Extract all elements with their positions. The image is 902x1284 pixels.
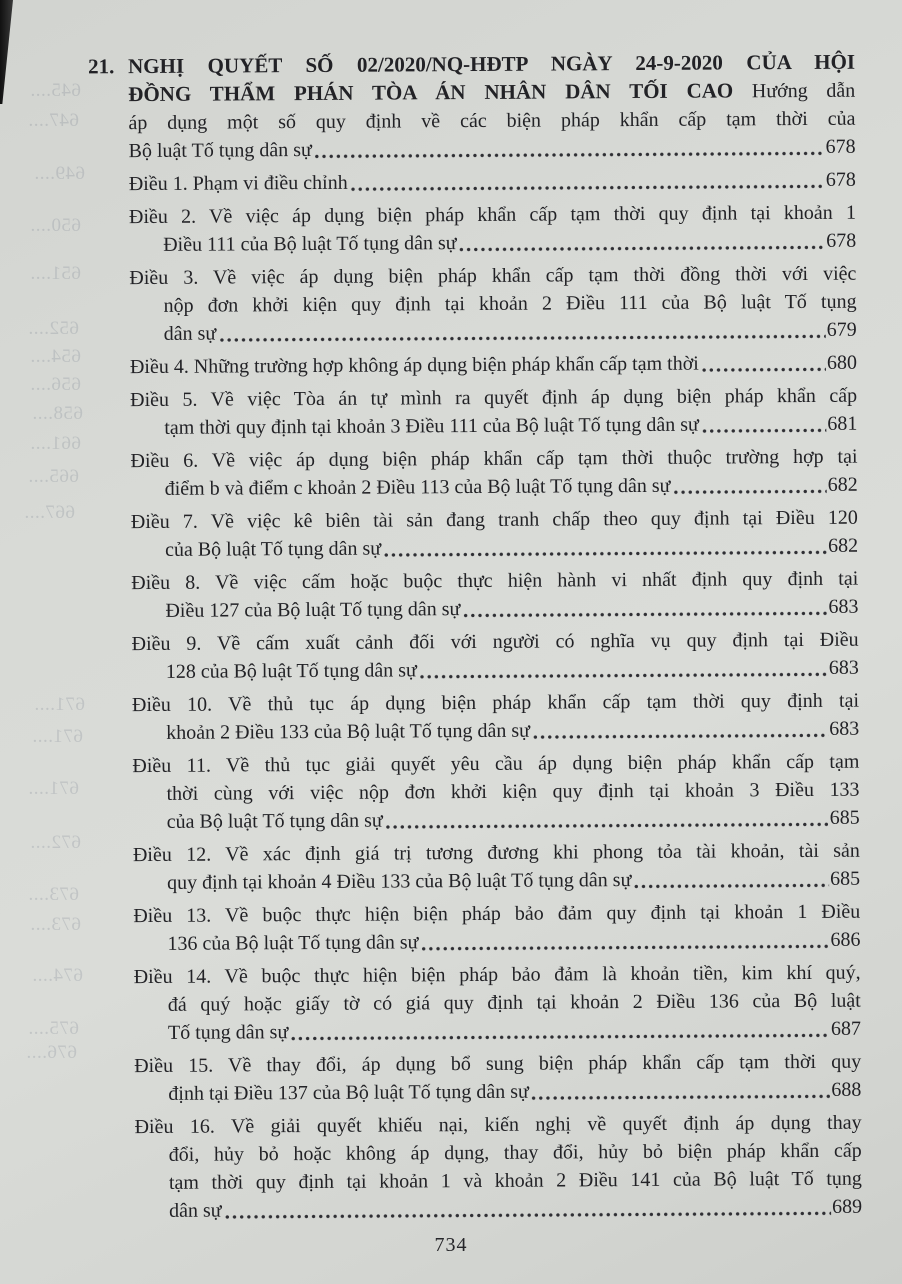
toc-entry-text: của Bộ luật Tố tụng dân sự bbox=[164, 537, 382, 561]
toc-entry-line: đổi, hủy bỏ hoặc không áp dụng, thay đổi, hủy bỏ biện pháp khẩn cấp bbox=[168, 1139, 862, 1166]
toc-entry bbox=[132, 748, 859, 836]
toc-entry-lastline bbox=[132, 654, 859, 686]
toc-entry-text: dân sự bbox=[169, 1199, 222, 1222]
bleedthrough-number: 647.... bbox=[28, 110, 79, 131]
dotted-leader bbox=[384, 550, 827, 558]
bleedthrough-number: 658.... bbox=[32, 403, 83, 424]
toc-page-number: 685 bbox=[830, 867, 861, 890]
toc-entry-text: khoản 2 Điều 133 của Bộ luật Tố tụng dân sự bbox=[166, 719, 530, 744]
toc-entry bbox=[132, 626, 859, 686]
dotted-leader bbox=[463, 611, 827, 618]
toc-entry-line: Điều 10. Về thủ tục áp dụng biện pháp khẩn cấp tạm thời quy định tại bbox=[131, 689, 860, 717]
toc-entry-line: nộp đơn khởi kiện quy định tại khoản 2 Điều 111 của Bộ luật Tố tụng bbox=[163, 290, 857, 317]
bleedthrough-number: 656.... bbox=[30, 374, 81, 395]
toc-entry-text: điểm b và điểm c khoản 2 Điều 113 của Bộ luật Tố tụng dân sự bbox=[164, 474, 671, 500]
bleedthrough-number: 673.... bbox=[28, 884, 79, 905]
toc-entry bbox=[130, 443, 857, 503]
toc-entry bbox=[129, 166, 856, 198]
toc-entry-lastline bbox=[129, 227, 856, 259]
toc-entry-lastline bbox=[133, 865, 860, 897]
bleedthrough-number: 671.... bbox=[34, 694, 85, 715]
toc-entry bbox=[132, 687, 859, 747]
toc-entry-lastline bbox=[133, 804, 860, 836]
toc-entry-lastline bbox=[130, 316, 857, 348]
toc-entry-lastline bbox=[132, 715, 859, 747]
toc-entry-lastline bbox=[130, 410, 857, 442]
toc-entry-line: Điều 9. Về cấm xuất cảnh đối với người có nghĩa vụ quy định tại Điều bbox=[131, 628, 859, 656]
bleedthrough-number: 649.... bbox=[34, 163, 85, 184]
toc-page-number: 681 bbox=[827, 412, 858, 435]
toc-entry-line: Điều 5. Về việc Tòa án tự mình ra quyết định áp dụng biện pháp khẩn cấp bbox=[130, 384, 858, 412]
dotted-leader bbox=[351, 184, 825, 192]
table-of-contents bbox=[88, 48, 862, 1226]
toc-entry-lastline bbox=[130, 349, 857, 381]
toc-page-number: 680 bbox=[826, 351, 857, 374]
dotted-leader bbox=[315, 151, 825, 159]
toc-entry-lastline bbox=[129, 166, 856, 198]
bleedthrough-number: 672.... bbox=[30, 832, 81, 853]
toc-entry-text: Tố tụng dân sự bbox=[167, 1021, 289, 1044]
toc-entry bbox=[133, 837, 860, 897]
toc-page-number: 679 bbox=[826, 318, 857, 341]
toc-page-number: 687 bbox=[830, 1017, 862, 1040]
bleedthrough-number: 654.... bbox=[30, 346, 81, 367]
toc-entry-line: tạm thời quy định tại khoản 1 và khoản 2 Điều 141 của Bộ luật Tố tụng bbox=[168, 1167, 862, 1194]
bleedthrough-number: 661.... bbox=[30, 433, 81, 454]
dotted-leader bbox=[421, 944, 829, 951]
toc-heading-line bbox=[128, 76, 855, 109]
bleedthrough-number: 674.... bbox=[32, 965, 83, 986]
toc-entry bbox=[133, 898, 860, 958]
dotted-leader bbox=[634, 883, 829, 889]
bleedthrough-number: 676.... bbox=[26, 1042, 77, 1063]
toc-page-number: 678 bbox=[825, 168, 856, 191]
bleedthrough-number: 671.... bbox=[28, 778, 79, 799]
toc-entry-text: dân sự bbox=[163, 322, 217, 345]
bleedthrough-number: 673.... bbox=[30, 914, 81, 935]
toc-entry-text: Điều 127 của Bộ luật Tố tụng dân sự bbox=[165, 598, 461, 622]
toc-entry-line: Điều 7. Về việc kê biên tài sản đang tranh chấp theo quy định tại Điều 120 bbox=[130, 506, 858, 534]
bleedthrough-number: 650.... bbox=[30, 215, 81, 236]
toc-page-number: 678 bbox=[826, 229, 857, 252]
bleedthrough-number: 652.... bbox=[28, 318, 79, 339]
toc-entry-lastline bbox=[134, 1076, 861, 1108]
toc-heading-lastline bbox=[129, 133, 856, 165]
toc-entry bbox=[134, 959, 861, 1047]
toc-entry-line: Điều 12. Về xác định giá trị tương đương khi phong tỏa tài khoản, tài sản bbox=[132, 839, 860, 867]
toc-entry-text: Điều 111 của Bộ luật Tố tụng dân sự bbox=[163, 232, 457, 256]
toc-entry-line: Điều 6. Về việc áp dụng biện pháp khẩn cấp tạm thời thuộc trường hợp tại bbox=[130, 445, 858, 473]
toc-entry-line: Điều 2. Về việc áp dụng biện pháp khẩn cấp tạm thời quy định tại khoản 1 bbox=[128, 201, 857, 229]
toc-entry-lastline bbox=[131, 593, 858, 625]
toc-page-number: 683 bbox=[828, 595, 859, 618]
toc-entry-line: Điều 11. Về thủ tục giải quyết yêu cầu áp dụng biện pháp khẩn cấp tạm bbox=[132, 750, 860, 778]
bleedthrough-number: 667.... bbox=[24, 502, 75, 523]
toc-item-number: 21. bbox=[88, 54, 115, 79]
toc-entry bbox=[129, 260, 856, 348]
dotted-leader bbox=[460, 245, 826, 252]
toc-entry-text: 128 của Bộ luật Tố tụng dân sự bbox=[165, 659, 417, 683]
dotted-leader bbox=[702, 428, 827, 434]
toc-page-number: 682 bbox=[827, 473, 858, 496]
toc-entry-line: đá quý hoặc giấy tờ có giá quy định tại khoản 2 Điều 136 của Bộ luật bbox=[167, 989, 861, 1016]
dotted-leader bbox=[702, 367, 826, 373]
bleedthrough-number: 665.... bbox=[28, 466, 79, 487]
dotted-leader bbox=[420, 672, 828, 679]
toc-page-number: 685 bbox=[829, 806, 860, 829]
bleedthrough-number: 645.... bbox=[30, 80, 81, 101]
dotted-leader bbox=[225, 1211, 832, 1220]
toc-entry bbox=[129, 199, 856, 259]
dotted-leader bbox=[291, 1033, 830, 1041]
dotted-leader bbox=[386, 822, 829, 830]
toc-entry-line: Điều 3. Về việc áp dụng biện pháp khẩn cấp tạm thời đồng thời với việc bbox=[129, 262, 857, 290]
toc-entry-lastline bbox=[133, 926, 860, 958]
dotted-leader bbox=[673, 489, 826, 495]
toc-entry-text: định tại Điều 137 của Bộ luật Tố tụng dân sự bbox=[168, 1080, 529, 1105]
toc-entry-lastline bbox=[131, 532, 858, 564]
toc-page-number: 682 bbox=[827, 534, 859, 557]
toc-page-number: 678 bbox=[825, 135, 856, 158]
toc-heading-regular-text: Hướng dẫn bbox=[733, 79, 856, 103]
toc-entry bbox=[134, 1109, 862, 1225]
toc-page-number: 683 bbox=[828, 656, 859, 679]
bleedthrough-number: 651.... bbox=[30, 263, 81, 284]
toc-entry bbox=[131, 565, 858, 625]
scan-edge-shadow bbox=[0, 0, 13, 104]
toc-entry-line: Điều 14. Về buộc thực hiện biện pháp bảo đảm là khoản tiền, kim khí quý, bbox=[133, 961, 861, 989]
toc-entry-text: 136 của Bộ luật Tố tụng dân sự bbox=[167, 931, 419, 955]
toc-heading-line: áp dụng một số quy định về các biện pháp khẩn cấp tạm thời của bbox=[128, 107, 856, 135]
toc-entry-text: Điều 1. Phạm vi điều chỉnh bbox=[128, 171, 348, 196]
toc-section-heading bbox=[88, 48, 856, 166]
toc-entry-text: của Bộ luật Tố tụng dân sự bbox=[166, 809, 383, 833]
toc-entry-lastline bbox=[135, 1193, 862, 1225]
toc-entry-line: Điều 16. Về giải quyết khiếu nại, kiến nghị về quyết định áp dụng thay bbox=[134, 1111, 862, 1139]
toc-entry-line: Điều 15. Về thay đổi, áp dụng bổ sung biện pháp khẩn cấp tạm thời quy bbox=[134, 1050, 862, 1078]
toc-page-number: 689 bbox=[832, 1195, 863, 1218]
toc-heading-text: Bộ luật Tố tụng dân sự bbox=[128, 138, 312, 163]
toc-entry bbox=[130, 349, 857, 381]
toc-entry-text: Điều 4. Những trường hợp không áp dụng biện pháp khẩn cấp tạm thời bbox=[129, 352, 699, 379]
toc-entry-line: Điều 13. Về buộc thực hiện biện pháp bảo đảm quy định tại khoản 1 Điều bbox=[133, 900, 861, 928]
bleedthrough-number: 671.... bbox=[32, 726, 83, 747]
dotted-leader bbox=[219, 334, 826, 343]
toc-entry-lastline bbox=[134, 1015, 861, 1047]
dotted-leader bbox=[532, 1094, 831, 1101]
toc-heading-lines bbox=[128, 48, 856, 165]
toc-entry-text: quy định tại khoản 4 Điều 133 của Bộ luật Tố tụng dân sự bbox=[167, 869, 632, 894]
toc-entry-line: Điều 8. Về việc cấm hoặc buộc thực hiện hành vi nhất định quy định tại bbox=[131, 567, 859, 595]
toc-page-number: 686 bbox=[830, 928, 861, 951]
toc-page-number: 688 bbox=[831, 1078, 862, 1101]
toc-heading-line: NGHỊ QUYẾT SỐ 02/2020/NQ-HĐTP NGÀY 24-9-2020 CỦA HỘI bbox=[128, 49, 856, 79]
page-number: 734 bbox=[434, 1234, 468, 1256]
toc-entry-lastline bbox=[131, 471, 858, 503]
toc-entry bbox=[131, 504, 858, 564]
toc-entry-list bbox=[89, 166, 862, 1226]
toc-heading-bold-text: ĐỒNG THẨM PHÁN TÒA ÁN NHÂN DÂN TỐI CAO bbox=[128, 78, 734, 107]
toc-page-number: 683 bbox=[829, 717, 860, 740]
dotted-leader bbox=[533, 733, 828, 740]
toc-entry-line: thời cùng với việc nộp đơn khởi kiện quy định tại khoản 3 Điều 133 bbox=[166, 778, 860, 805]
toc-entry bbox=[130, 382, 857, 442]
toc-entry-text: tạm thời quy định tại khoản 3 Điều 111 của Bộ luật Tố tụng dân sự bbox=[164, 413, 699, 439]
bleedthrough-number: 675.... bbox=[28, 1018, 79, 1039]
toc-entry bbox=[134, 1048, 861, 1108]
